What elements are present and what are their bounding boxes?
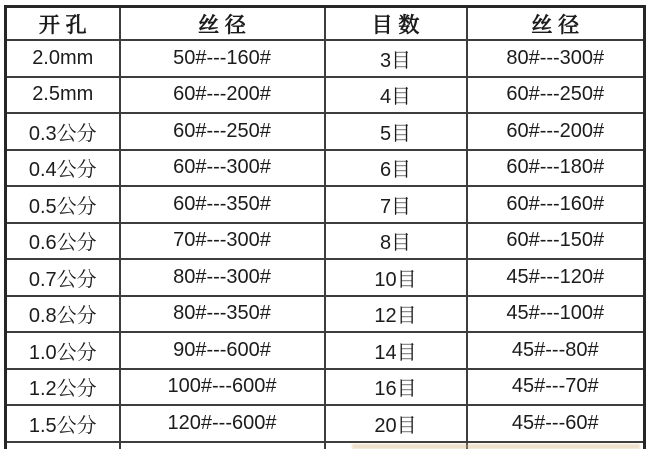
table-row (6, 186, 645, 223)
cell: 60#---150# (467, 223, 645, 260)
cell: 4目 (325, 77, 467, 114)
cell: 8目 (325, 223, 467, 260)
table-row (6, 369, 645, 406)
cell: 5目 (325, 113, 467, 150)
cell: 120#---600# (120, 405, 325, 442)
table-header-row (6, 7, 645, 41)
table-row (6, 296, 645, 333)
table-body (6, 40, 645, 449)
cell-empty (467, 442, 645, 449)
cell: 45#---120# (467, 259, 645, 296)
cell: 0.4公分 (6, 150, 120, 187)
table-row-partial (6, 442, 645, 449)
cell: 45#---100# (467, 296, 645, 333)
cell: 80#---300# (120, 259, 325, 296)
header-wire-diameter-left: 丝 径 (120, 7, 325, 41)
cell: 14目 (325, 332, 467, 369)
cell: 80#---350# (120, 296, 325, 333)
cell: 60#---180# (467, 150, 645, 187)
cell: 16目 (325, 369, 467, 406)
mesh-spec-table (4, 5, 646, 449)
table-row (6, 259, 645, 296)
cell: 50#---160# (120, 40, 325, 77)
cell: 1.2公分 (6, 369, 120, 406)
table-row (6, 405, 645, 442)
cell: 0.5公分 (6, 186, 120, 223)
table-row (6, 40, 645, 77)
cell: 45#---70# (467, 369, 645, 406)
cell-empty (120, 442, 325, 449)
cell: 90#---600# (120, 332, 325, 369)
cell-empty (6, 442, 120, 449)
cell: 60#---250# (120, 113, 325, 150)
header-wire-diameter-right: 丝 径 (467, 7, 645, 41)
table-row (6, 77, 645, 114)
cell: 1.5公分 (6, 405, 120, 442)
table-row (6, 223, 645, 260)
cell: 60#---160# (467, 186, 645, 223)
cell: 60#---300# (120, 150, 325, 187)
cell: 6目 (325, 150, 467, 187)
cell: 0.7公分 (6, 259, 120, 296)
header-mesh-count: 目 数 (325, 7, 467, 41)
cell-empty (325, 442, 467, 449)
cell: 60#---200# (120, 77, 325, 114)
table-row (6, 7, 645, 41)
cell: 100#---600# (120, 369, 325, 406)
cell: 12目 (325, 296, 467, 333)
cell: 80#---300# (467, 40, 645, 77)
table-row (6, 113, 645, 150)
cell: 70#---300# (120, 223, 325, 260)
cell: 0.8公分 (6, 296, 120, 333)
table-row (6, 150, 645, 187)
cell: 2.5mm (6, 77, 120, 114)
cell: 60#---200# (467, 113, 645, 150)
cell: 0.3公分 (6, 113, 120, 150)
cell: 0.6公分 (6, 223, 120, 260)
cell: 60#---250# (467, 77, 645, 114)
cell: 45#---60# (467, 405, 645, 442)
cell: 60#---350# (120, 186, 325, 223)
cell: 45#---80# (467, 332, 645, 369)
cell: 7目 (325, 186, 467, 223)
cell: 10目 (325, 259, 467, 296)
cell: 1.0公分 (6, 332, 120, 369)
table-row (6, 332, 645, 369)
cell: 20目 (325, 405, 467, 442)
cell: 2.0mm (6, 40, 120, 77)
header-open-size: 开 孔 (6, 7, 120, 41)
cell: 3目 (325, 40, 467, 77)
